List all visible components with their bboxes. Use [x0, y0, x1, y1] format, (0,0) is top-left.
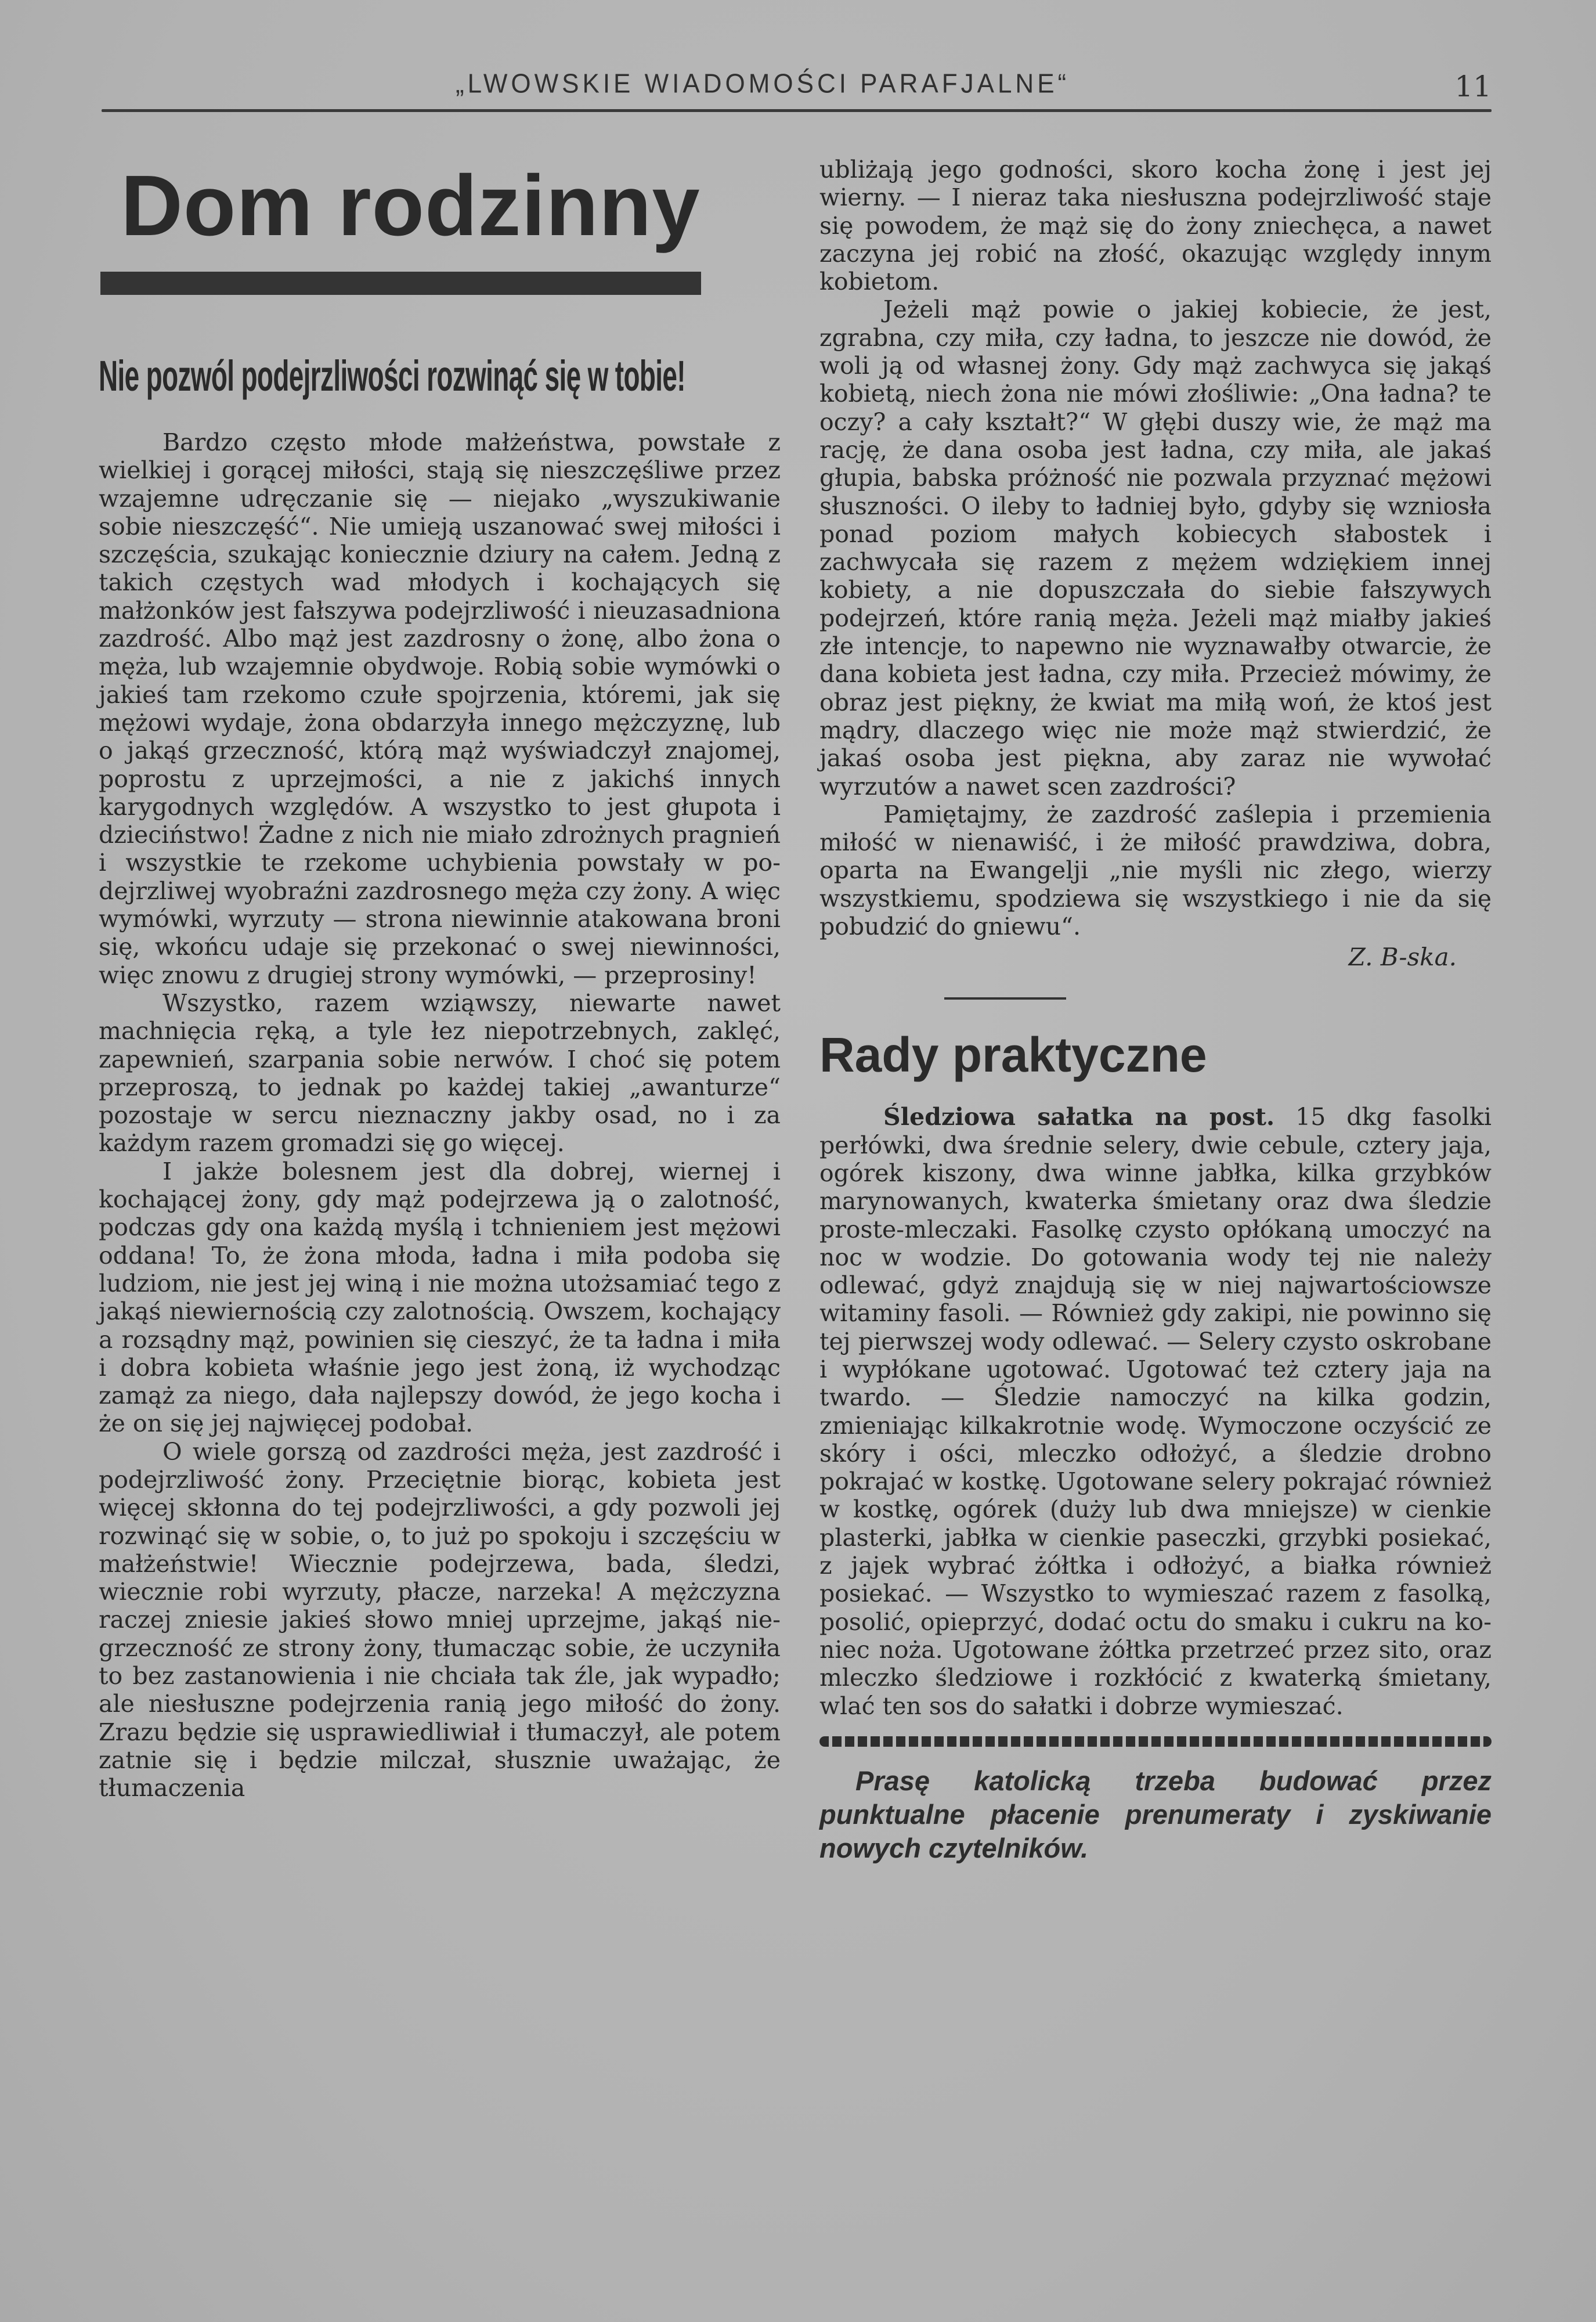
left-column	[99, 157, 781, 1802]
publication-title: „LWOWSKIE WIADOMOŚCI PARAFJALNE“	[456, 68, 1070, 99]
article-title: Dom rodzinny	[121, 158, 700, 254]
recipe-text: 15 dkg fasolki perłówki, dwa średnie selery, dwie cebule, cztery jaja, ogórek kiszony, dwa winne jabłka, kilka grzybków marynowanych, kwaterka śmietany oraz dwa śledzie proste-mleczaki. Fasolkę czysto opłókaną umoczyć na noc w wodzie. Do gotowania wody tej nie należy odlewać, gdyż znajdują się w niej najwartościowsze witaminy fasoli. — Również gdy zakipi, nie powinno się tej pierwszej wody odlewać. — Selery czysto oskrobane i wypłókane ugotować. Ugotować też cztery jaja na twardo. — Śledzie namoczyć na kilka godzin, zmieniając kilkakrotnie wodę. Wymoczone oczyścić ze skóry i ości, mleczko odłożyć, a śledzie drobno pokrajać w kostkę. Ugotowane selery pokrajać również w kostkę, ogórek (duży lub dwa mniejsze) w cienkie plasterki, jabłka w cienkie paseczki, grzybki posiekać, z jajek wybrać żółtka i odłożyć, a białka również posiekać. — Wszystko to wymieszać razem z fasolką, posolić, opieprzyć, dodać octu do smaku i cukru na koniec noża. Ugotowane żółtka przetrzeć przez sito, oraz mleczko śledziowe i rozkłócić z kwaterką śmietany, wlać ten sos do sałatki i dobrze wymieszać.	[819, 1103, 1492, 1720]
article-subtitle: Nie pozwól podejrzliwości rozwinąć się w tobie!	[99, 352, 685, 400]
page-number: 11	[1454, 70, 1492, 103]
right-column	[819, 156, 1492, 1865]
running-head	[102, 70, 1492, 104]
article-paragraph: I jakże bolesnem jest dla dobrej, wiernej i kochającej żony, gdy mąż podejrzewa ją o zalotność, podczas gdy ona każdą myślą i tchnieniem jest mężowi oddana! To, że żona młoda, ładna i miła podoba się ludziom, nie jest jej winą i nie można utożsamiać tego z jakąś niewiernością czy zalotnością. Owszem, kochający a rozsądny mąż, powinien się cieszyć, że ta ładna i miła i dobra kobieta właśnie jego jest żoną, iż wychodząc zamąż za niego, dała najlepszy dowód, że jego kocha i że on się jej najwięcej podobał.	[99, 1157, 781, 1438]
ornamental-rule	[819, 1736, 1492, 1747]
author-signature: Z. B-ska.	[1348, 943, 1457, 972]
recipe-paragraph	[819, 1103, 1492, 1720]
article-paragraph: Wszystko, razem wziąwszy, niewarte nawet machnięcia ręką, a tyle łez niepotrzebnych, zaklęć, zapewnień, szarpania sobie nerwów. I choć się potem przeproszą, to jednak po każdej takiej „awanturze“ pozostaje w sercu nieznaczny jakby osad, no i za każdym razem gromadzi się go więcej.	[99, 989, 781, 1158]
closing-note: Prasę katolicką trzeba budować przez punktualne płacenie prenumeraty i zyskiwanie nowych czytelników.	[819, 1765, 1492, 1863]
article-paragraph: Bardzo często młode małżeństwa, powstałe z wielkiej i gorącej miłości, stają się nieszczęśliwe przez wzajemne udręczanie się — niejako „wyszukiwanie sobie nieszczęść“. Nie umieją uszanować swej miłości i szczęścia, szukając koniecznie dziury na całem. Jedną z takich częstych wad młodych i kochających się małżonków jest fałszywa podejrzliwość i nieuzasadniona zazdrość. Albo mąż jest zazdrosny o żonę, albo żona o męża, lub wzajemnie obydwoje. Robią sobie wymówki o jakieś tam rzekomo czułe spojrzenia, któremi, jak się mężowi wydaje, żona obdarzyła innego mężczyznę, lub o jakąś grzeczność, którą mąż wyświadczył znajomej, poprostu z uprzejmości, a nie z jakichś innych karygodnych względów. A wszystko to jest głupota i dzieciństwo! Żadne z nich nie miało zdrożnych pragnień i wszystkie te rzekome uchybienia powstały w podejrzliwej wyobraźni zazdrosnego męża czy żony. A więc wymówki, wyrzuty — strona niewinnie atakowana broni się, wkońcu udaje się przekonać o swej niewinności, więc znowu z drugiej strony wymówki, — przeprosiny!	[99, 428, 781, 989]
section-title: Rady praktyczne	[819, 1027, 1207, 1083]
recipe-name: Śledziowa sałatka na post.	[883, 1103, 1275, 1131]
header-rule	[102, 109, 1492, 112]
title-underline-bar	[100, 272, 701, 295]
article-paragraph: O wiele gorszą od zazdrości męża, jest zazdrość i podejrzliwość żony. Przeciętnie biorąc, kobieta jest więcej skłonna do tej podejrzliwości, a gdy pozwoli jej rozwinąć się w sobie, o, to już po spokoju i szczęściu w małżeństwie! Wiecznie podejrzewa, bada, śledzi, wiecznie robi wyrzuty, płacze, narzeka! A mężczyzna raczej zniesie jakieś słowo mniej uprzejme, jakąś niegrzeczność ze strony żony, tłumacząc sobie, że uczyniła to bez zastanowienia i nie chciała tak źle, jak wypadło; ale niesłuszne podejrzenia ranią jego miłość do żony. Zrazu będzie się usprawiedliwiał i tłumaczył, ale potem zatnie się i będzie milczał, słusznie uważając, że tłumaczenia	[99, 1437, 781, 1802]
article-paragraph-continued: ubliżają jego godności, skoro kocha żonę i jest jej wierny. — I nieraz taka niesłuszna podejrzliwość staje się powodem, że mąż się do żony zniechęca, a nawet zaczyna jej robić na złość, okazując względy innym kobietom.	[819, 156, 1492, 296]
article-paragraph: Pamiętajmy, że zazdrość zaślepia i przemienia miłość w nienawiść, i że miłość prawdziwa, dobra, oparta na Ewangelji „nie myśli nic złego, wierzy wszystkiemu, spodziewa się wszystkiego i nie da się pobudzić do gniewu“.	[819, 800, 1492, 941]
article-paragraph: Jeżeli mąż powie o jakiej kobiecie, że jest, zgrabna, czy miła, czy ładna, to jeszcze nie dowód, że woli ją od własnej żony. Gdy mąż zachwyca się jakąś kobietą, niech żona nie mówi złośliwie: „Ona ładna? te oczy? a cały kształt?“ W głębi duszy wie, że mąż ma rację, że dana osoba jest ładna, czy miła, ale jakaś głupia, babska próżność nie pozwala przyznać mężowi słuszności. O ileby to ładniej było, gdyby się wzniosła ponad poziom małych kobiecych słabostek i zachwycała się razem z mężem wdziękiem innej kobiety, a nie dopuszczała do siebie fałszywych podejrzeń, które ranią męża. Jeżeli mąż miałby jakieś złe intencje, to napewno nie wyznawałby otwarcie, że dana kobieta jest ładna, czy miła. Przecież mówimy, że obraz jest piękny, że kwiat ma miłą woń, że ktoś jest mądry, dlaczego więc nie może mąż stwierdzić, że jakaś osoba jest piękna, aby zaraz nie wywołać wyrzutów a nawet scen zazdrości?	[819, 295, 1492, 801]
section-divider	[944, 997, 1066, 1000]
